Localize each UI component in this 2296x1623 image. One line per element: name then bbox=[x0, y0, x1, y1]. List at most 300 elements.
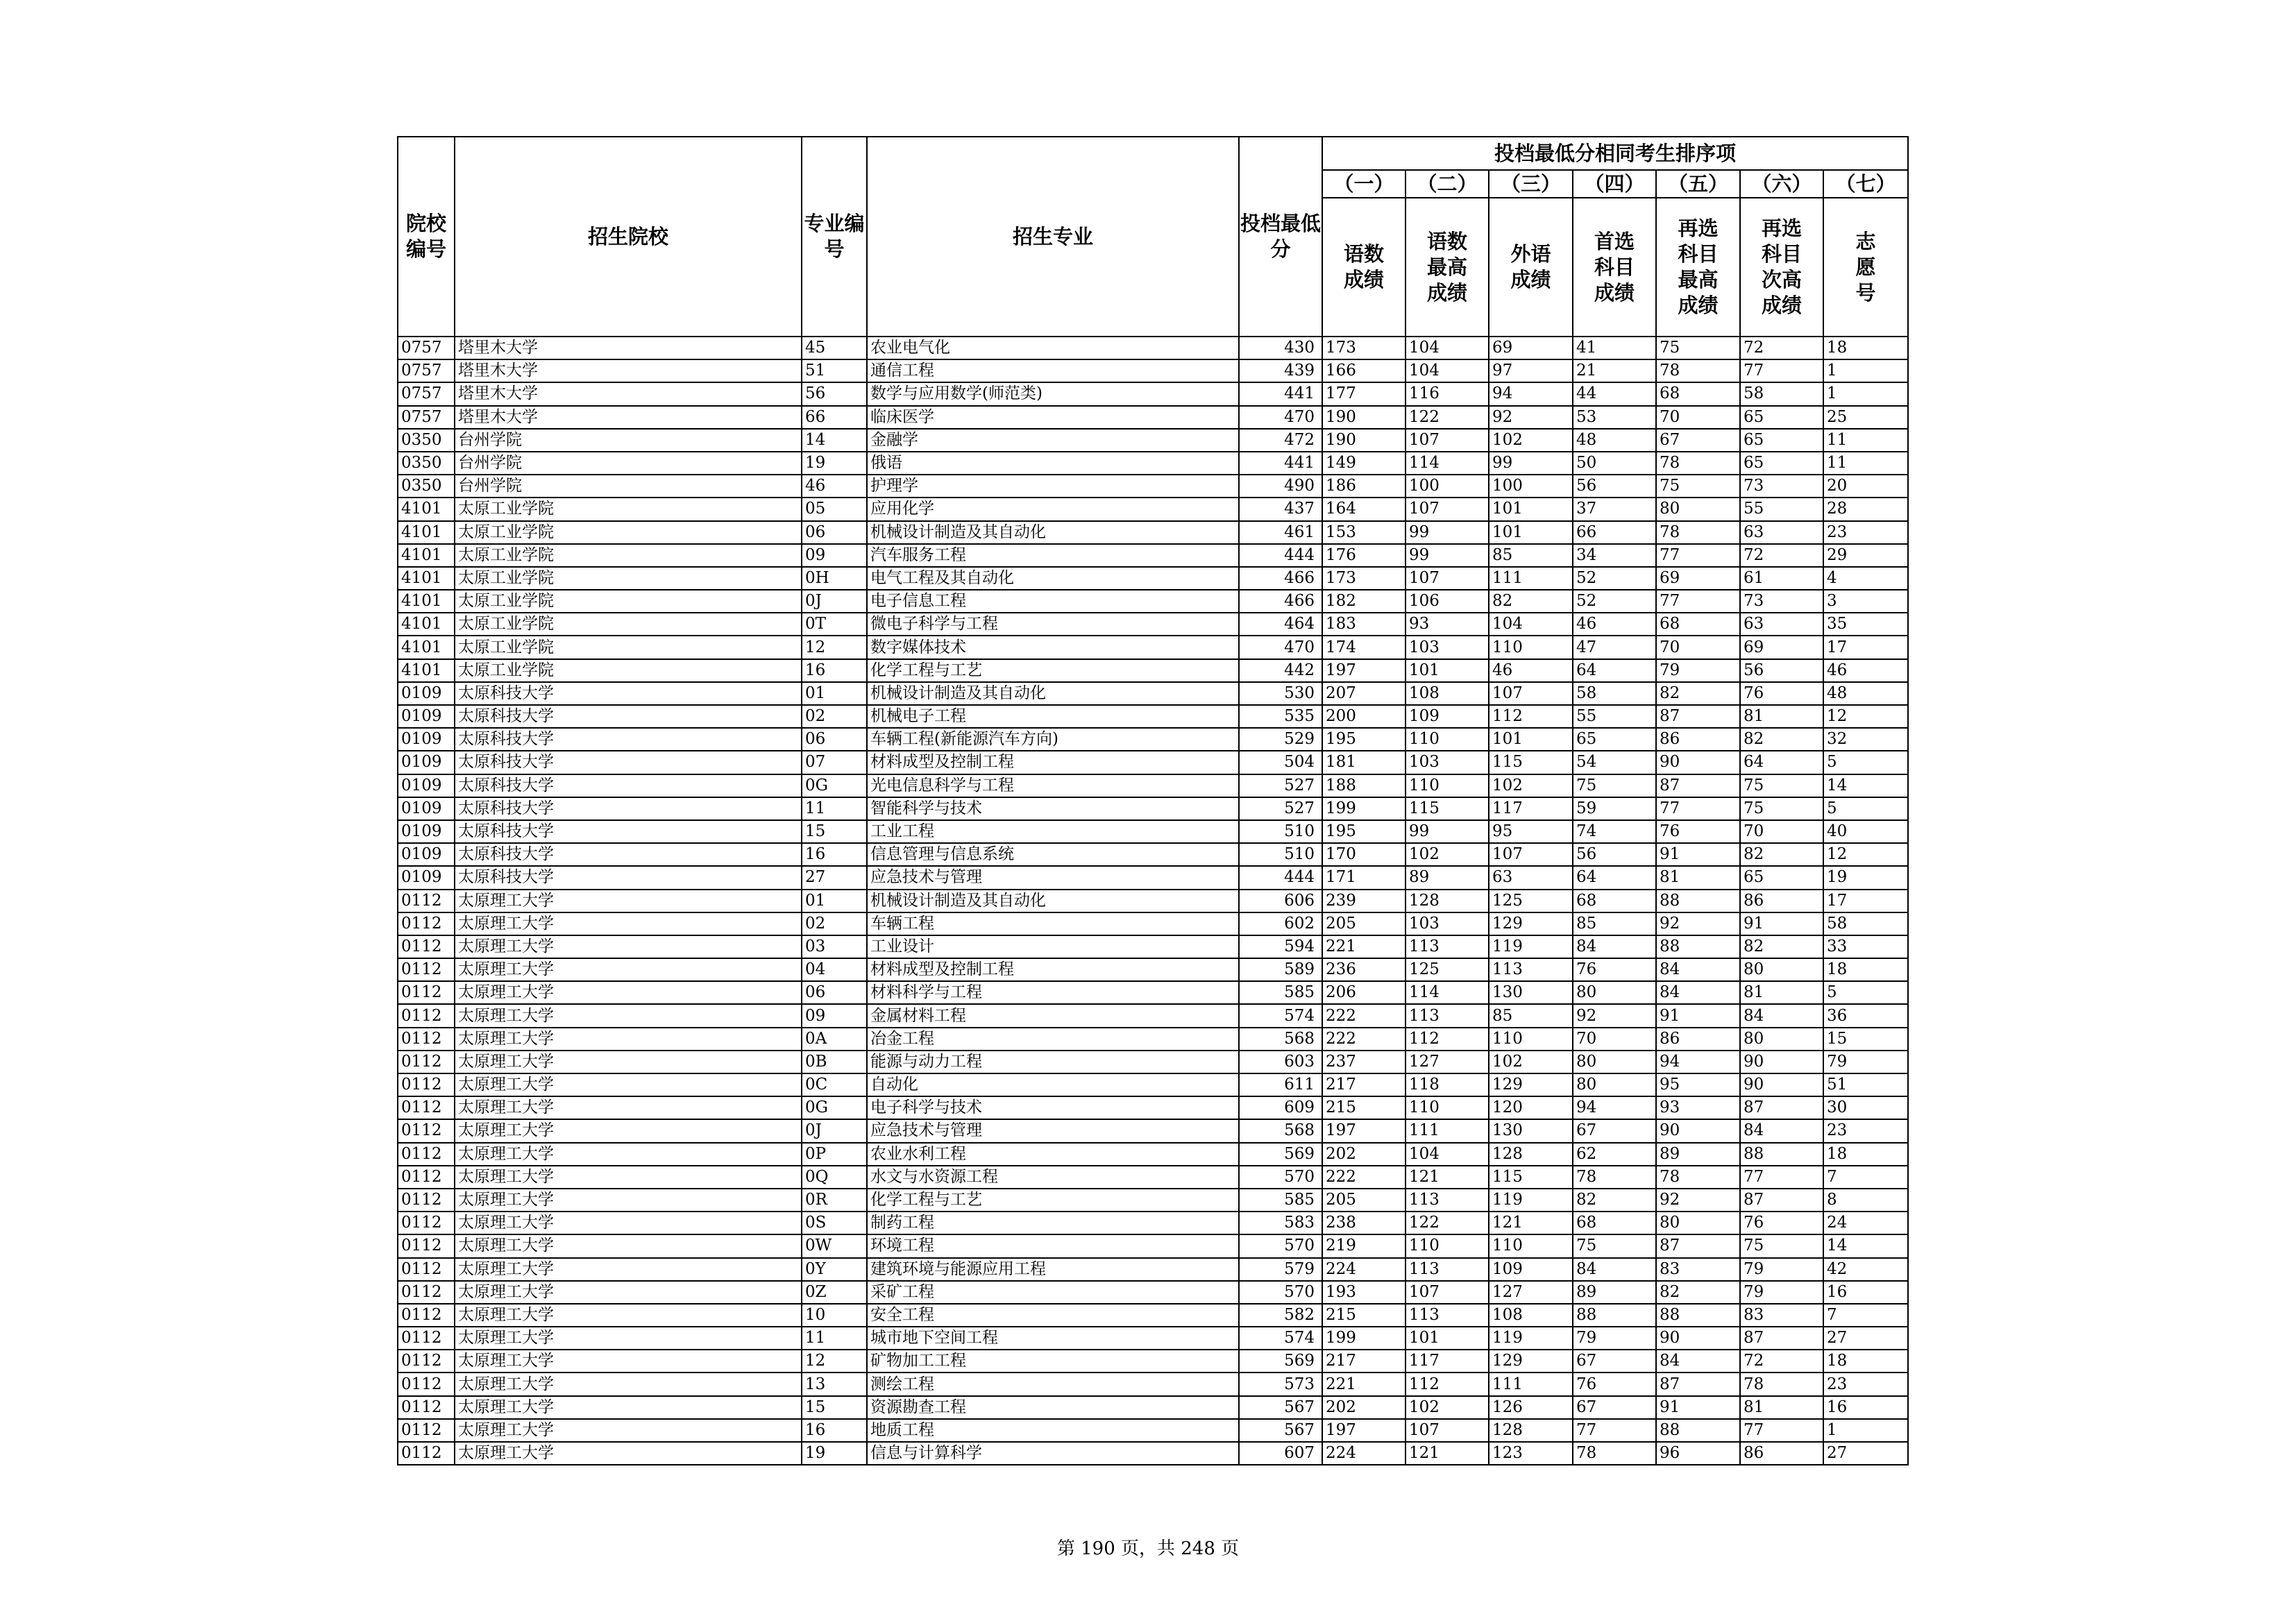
school-name-cell: 太原科技大学 bbox=[455, 820, 802, 843]
table-row bbox=[398, 820, 1908, 843]
score-6-cell: 73 bbox=[1740, 590, 1823, 613]
score-4-cell: 76 bbox=[1573, 958, 1656, 981]
score-7-cell: 15 bbox=[1823, 1028, 1908, 1051]
score-4-cell: 67 bbox=[1573, 1396, 1656, 1419]
major-code-cell: 0W bbox=[802, 1234, 867, 1257]
major-name-cell: 应急技术与管理 bbox=[867, 866, 1239, 889]
score-2-cell: 125 bbox=[1406, 958, 1489, 981]
school-code-cell: 0112 bbox=[398, 1119, 455, 1142]
score-5-cell: 90 bbox=[1656, 751, 1740, 774]
major-name-cell: 数学与应用数学(师范类) bbox=[867, 382, 1239, 405]
table-row bbox=[398, 912, 1908, 935]
table-row bbox=[398, 774, 1908, 797]
major-code-cell: 15 bbox=[802, 820, 867, 843]
score-3-cell: 82 bbox=[1489, 590, 1573, 613]
score-3-cell: 102 bbox=[1489, 429, 1573, 452]
major-name-cell: 建筑环境与能源应用工程 bbox=[867, 1258, 1239, 1281]
score-1-cell: 188 bbox=[1322, 774, 1406, 797]
score-7-cell: 32 bbox=[1823, 728, 1908, 751]
score-6-cell: 65 bbox=[1740, 452, 1823, 475]
school-name-cell: 太原理工大学 bbox=[455, 1281, 802, 1304]
score-2-cell: 110 bbox=[1406, 1096, 1489, 1119]
score-4-cell: 84 bbox=[1573, 1258, 1656, 1281]
score-2-cell: 127 bbox=[1406, 1051, 1489, 1073]
score-4-cell: 79 bbox=[1573, 1327, 1656, 1350]
major-name-cell: 工业工程 bbox=[867, 820, 1239, 843]
school-code-cell: 0757 bbox=[398, 382, 455, 405]
score-6-cell: 72 bbox=[1740, 544, 1823, 567]
header-sub-label: 外语成绩 bbox=[1489, 198, 1573, 337]
major-name-cell: 工业设计 bbox=[867, 935, 1239, 958]
score-7-cell: 24 bbox=[1823, 1212, 1908, 1234]
score-4-cell: 50 bbox=[1573, 452, 1656, 475]
school-name-cell: 太原理工大学 bbox=[455, 1212, 802, 1234]
school-name-cell: 太原理工大学 bbox=[455, 1258, 802, 1281]
school-code-cell: 4101 bbox=[398, 498, 455, 520]
score-3-cell: 119 bbox=[1489, 1189, 1573, 1212]
major-name-cell: 俄语 bbox=[867, 452, 1239, 475]
score-1-cell: 215 bbox=[1322, 1096, 1406, 1119]
major-code-cell: 0Q bbox=[802, 1166, 867, 1189]
major-name-cell: 信息管理与信息系统 bbox=[867, 843, 1239, 866]
min-score-cell: 527 bbox=[1239, 774, 1322, 797]
school-name-cell: 太原理工大学 bbox=[455, 1419, 802, 1442]
score-4-cell: 21 bbox=[1573, 359, 1656, 382]
min-score-cell: 441 bbox=[1239, 382, 1322, 405]
score-1-cell: 149 bbox=[1322, 452, 1406, 475]
score-3-cell: 113 bbox=[1489, 958, 1573, 981]
score-3-cell: 101 bbox=[1489, 498, 1573, 520]
score-6-cell: 81 bbox=[1740, 1396, 1823, 1419]
score-5-cell: 88 bbox=[1656, 1304, 1740, 1327]
score-6-cell: 70 bbox=[1740, 820, 1823, 843]
score-5-cell: 79 bbox=[1656, 659, 1740, 682]
score-2-cell: 114 bbox=[1406, 981, 1489, 1004]
score-1-cell: 199 bbox=[1322, 797, 1406, 820]
score-2-cell: 103 bbox=[1406, 636, 1489, 658]
score-7-cell: 11 bbox=[1823, 452, 1908, 475]
score-3-cell: 115 bbox=[1489, 1166, 1573, 1189]
score-2-cell: 93 bbox=[1406, 613, 1489, 636]
score-2-cell: 102 bbox=[1406, 1396, 1489, 1419]
table-row bbox=[398, 406, 1908, 429]
school-code-cell: 4101 bbox=[398, 613, 455, 636]
major-name-cell: 信息与计算科学 bbox=[867, 1442, 1239, 1465]
score-7-cell: 27 bbox=[1823, 1442, 1908, 1465]
score-2-cell: 100 bbox=[1406, 475, 1489, 498]
score-7-cell: 17 bbox=[1823, 636, 1908, 658]
major-name-cell: 微电子科学与工程 bbox=[867, 613, 1239, 636]
major-name-cell: 光电信息科学与工程 bbox=[867, 774, 1239, 797]
score-7-cell: 25 bbox=[1823, 406, 1908, 429]
score-3-cell: 115 bbox=[1489, 751, 1573, 774]
min-score-cell: 504 bbox=[1239, 751, 1322, 774]
min-score-cell: 568 bbox=[1239, 1119, 1322, 1142]
school-code-cell: 0350 bbox=[398, 475, 455, 498]
table-row bbox=[398, 1350, 1908, 1373]
score-2-cell: 110 bbox=[1406, 728, 1489, 751]
min-score-cell: 530 bbox=[1239, 682, 1322, 705]
score-4-cell: 68 bbox=[1573, 1212, 1656, 1234]
score-7-cell: 7 bbox=[1823, 1304, 1908, 1327]
school-code-cell: 0350 bbox=[398, 429, 455, 452]
school-code-cell: 4101 bbox=[398, 544, 455, 567]
score-7-cell: 16 bbox=[1823, 1281, 1908, 1304]
table-row bbox=[398, 797, 1908, 820]
score-7-cell: 36 bbox=[1823, 1004, 1908, 1027]
min-score-cell: 472 bbox=[1239, 429, 1322, 452]
score-5-cell: 69 bbox=[1656, 567, 1740, 590]
score-7-cell: 19 bbox=[1823, 866, 1908, 889]
table-row bbox=[398, 1442, 1908, 1465]
major-name-cell: 汽车服务工程 bbox=[867, 544, 1239, 567]
school-code-cell: 0112 bbox=[398, 981, 455, 1004]
score-5-cell: 96 bbox=[1656, 1442, 1740, 1465]
score-5-cell: 92 bbox=[1656, 1189, 1740, 1212]
score-2-cell: 104 bbox=[1406, 359, 1489, 382]
score-5-cell: 78 bbox=[1656, 359, 1740, 382]
score-6-cell: 65 bbox=[1740, 406, 1823, 429]
score-3-cell: 102 bbox=[1489, 1051, 1573, 1073]
header-school: 招生院校 bbox=[455, 137, 802, 337]
school-code-cell: 0757 bbox=[398, 337, 455, 359]
score-7-cell: 18 bbox=[1823, 337, 1908, 359]
school-code-cell: 0109 bbox=[398, 797, 455, 820]
score-3-cell: 107 bbox=[1489, 843, 1573, 866]
header-school-code: 院校编号 bbox=[398, 137, 455, 337]
score-5-cell: 91 bbox=[1656, 1004, 1740, 1027]
score-5-cell: 82 bbox=[1656, 682, 1740, 705]
score-3-cell: 95 bbox=[1489, 820, 1573, 843]
major-name-cell: 材料成型及控制工程 bbox=[867, 958, 1239, 981]
score-5-cell: 84 bbox=[1656, 1350, 1740, 1373]
score-1-cell: 219 bbox=[1322, 1234, 1406, 1257]
score-4-cell: 89 bbox=[1573, 1281, 1656, 1304]
school-name-cell: 太原理工大学 bbox=[455, 912, 802, 935]
school-name-cell: 太原理工大学 bbox=[455, 1051, 802, 1073]
major-name-cell: 临床医学 bbox=[867, 406, 1239, 429]
table-row bbox=[398, 1028, 1908, 1051]
school-code-cell: 4101 bbox=[398, 521, 455, 544]
score-4-cell: 80 bbox=[1573, 981, 1656, 1004]
score-4-cell: 76 bbox=[1573, 1373, 1656, 1395]
school-code-cell: 0757 bbox=[398, 359, 455, 382]
major-name-cell: 能源与动力工程 bbox=[867, 1051, 1239, 1073]
score-7-cell: 12 bbox=[1823, 705, 1908, 728]
score-4-cell: 94 bbox=[1573, 1096, 1656, 1119]
table-row bbox=[398, 1096, 1908, 1119]
score-1-cell: 190 bbox=[1322, 406, 1406, 429]
score-6-cell: 81 bbox=[1740, 705, 1823, 728]
school-name-cell: 太原理工大学 bbox=[455, 1004, 802, 1027]
school-code-cell: 0112 bbox=[398, 1327, 455, 1350]
score-7-cell: 14 bbox=[1823, 774, 1908, 797]
score-7-cell: 46 bbox=[1823, 659, 1908, 682]
min-score-cell: 570 bbox=[1239, 1234, 1322, 1257]
score-5-cell: 83 bbox=[1656, 1258, 1740, 1281]
score-4-cell: 62 bbox=[1573, 1143, 1656, 1166]
score-1-cell: 224 bbox=[1322, 1258, 1406, 1281]
score-6-cell: 87 bbox=[1740, 1327, 1823, 1350]
score-6-cell: 58 bbox=[1740, 382, 1823, 405]
school-name-cell: 台州学院 bbox=[455, 475, 802, 498]
major-name-cell: 测绘工程 bbox=[867, 1373, 1239, 1395]
score-1-cell: 197 bbox=[1322, 1119, 1406, 1142]
score-3-cell: 111 bbox=[1489, 567, 1573, 590]
score-7-cell: 12 bbox=[1823, 843, 1908, 866]
score-4-cell: 78 bbox=[1573, 1166, 1656, 1189]
min-score-cell: 583 bbox=[1239, 1212, 1322, 1234]
score-5-cell: 90 bbox=[1656, 1119, 1740, 1142]
score-3-cell: 100 bbox=[1489, 475, 1573, 498]
score-2-cell: 121 bbox=[1406, 1442, 1489, 1465]
score-6-cell: 77 bbox=[1740, 1166, 1823, 1189]
score-4-cell: 37 bbox=[1573, 498, 1656, 520]
school-name-cell: 太原工业学院 bbox=[455, 613, 802, 636]
score-4-cell: 67 bbox=[1573, 1350, 1656, 1373]
min-score-cell: 589 bbox=[1239, 958, 1322, 981]
school-name-cell: 太原理工大学 bbox=[455, 1327, 802, 1350]
major-code-cell: 09 bbox=[802, 1004, 867, 1027]
score-7-cell: 5 bbox=[1823, 797, 1908, 820]
score-3-cell: 130 bbox=[1489, 981, 1573, 1004]
score-2-cell: 113 bbox=[1406, 1258, 1489, 1281]
score-1-cell: 202 bbox=[1322, 1396, 1406, 1419]
school-name-cell: 太原理工大学 bbox=[455, 1166, 802, 1189]
score-6-cell: 81 bbox=[1740, 981, 1823, 1004]
score-4-cell: 59 bbox=[1573, 797, 1656, 820]
score-5-cell: 77 bbox=[1656, 797, 1740, 820]
score-5-cell: 78 bbox=[1656, 521, 1740, 544]
school-code-cell: 0112 bbox=[398, 1350, 455, 1373]
header-sub-label: 志愿号 bbox=[1823, 198, 1908, 337]
min-score-cell: 510 bbox=[1239, 820, 1322, 843]
score-6-cell: 75 bbox=[1740, 797, 1823, 820]
score-5-cell: 91 bbox=[1656, 1396, 1740, 1419]
major-name-cell: 材料成型及控制工程 bbox=[867, 751, 1239, 774]
major-name-cell: 自动化 bbox=[867, 1073, 1239, 1096]
school-name-cell: 太原理工大学 bbox=[455, 890, 802, 912]
score-2-cell: 122 bbox=[1406, 406, 1489, 429]
major-name-cell: 农业电气化 bbox=[867, 337, 1239, 359]
score-6-cell: 78 bbox=[1740, 1373, 1823, 1395]
school-name-cell: 太原理工大学 bbox=[455, 935, 802, 958]
score-1-cell: 177 bbox=[1322, 382, 1406, 405]
header-sub-label: 再选科目次高成绩 bbox=[1740, 198, 1823, 337]
min-score-cell: 430 bbox=[1239, 337, 1322, 359]
score-1-cell: 153 bbox=[1322, 521, 1406, 544]
score-3-cell: 104 bbox=[1489, 613, 1573, 636]
school-code-cell: 4101 bbox=[398, 590, 455, 613]
score-2-cell: 102 bbox=[1406, 843, 1489, 866]
min-score-cell: 527 bbox=[1239, 797, 1322, 820]
min-score-cell: 570 bbox=[1239, 1281, 1322, 1304]
table-row bbox=[398, 659, 1908, 682]
min-score-cell: 510 bbox=[1239, 843, 1322, 866]
score-5-cell: 75 bbox=[1656, 475, 1740, 498]
major-code-cell: 0G bbox=[802, 1096, 867, 1119]
school-name-cell: 太原理工大学 bbox=[455, 1189, 802, 1212]
score-2-cell: 112 bbox=[1406, 1028, 1489, 1051]
score-6-cell: 79 bbox=[1740, 1258, 1823, 1281]
major-code-cell: 0C bbox=[802, 1073, 867, 1096]
table-row bbox=[398, 728, 1908, 751]
score-1-cell: 166 bbox=[1322, 359, 1406, 382]
score-3-cell: 110 bbox=[1489, 1234, 1573, 1257]
score-2-cell: 101 bbox=[1406, 659, 1489, 682]
score-1-cell: 207 bbox=[1322, 682, 1406, 705]
score-6-cell: 77 bbox=[1740, 1419, 1823, 1442]
major-name-cell: 应用化学 bbox=[867, 498, 1239, 520]
school-code-cell: 4101 bbox=[398, 636, 455, 658]
score-4-cell: 88 bbox=[1573, 1304, 1656, 1327]
score-6-cell: 69 bbox=[1740, 636, 1823, 658]
school-name-cell: 太原理工大学 bbox=[455, 1028, 802, 1051]
score-5-cell: 77 bbox=[1656, 590, 1740, 613]
major-code-cell: 16 bbox=[802, 1419, 867, 1442]
table-row bbox=[398, 751, 1908, 774]
score-5-cell: 87 bbox=[1656, 1234, 1740, 1257]
score-3-cell: 128 bbox=[1489, 1143, 1573, 1166]
score-1-cell: 173 bbox=[1322, 337, 1406, 359]
min-score-cell: 535 bbox=[1239, 705, 1322, 728]
school-name-cell: 太原工业学院 bbox=[455, 636, 802, 658]
school-code-cell: 0112 bbox=[398, 1051, 455, 1073]
score-1-cell: 197 bbox=[1322, 1419, 1406, 1442]
major-code-cell: 15 bbox=[802, 1396, 867, 1419]
score-6-cell: 56 bbox=[1740, 659, 1823, 682]
score-7-cell: 27 bbox=[1823, 1327, 1908, 1350]
min-score-cell: 466 bbox=[1239, 590, 1322, 613]
score-5-cell: 87 bbox=[1656, 774, 1740, 797]
table-body bbox=[398, 337, 1908, 1465]
major-code-cell: 10 bbox=[802, 1304, 867, 1327]
table-row bbox=[398, 1004, 1908, 1027]
school-code-cell: 0109 bbox=[398, 705, 455, 728]
min-score-cell: 569 bbox=[1239, 1143, 1322, 1166]
score-2-cell: 107 bbox=[1406, 567, 1489, 590]
score-6-cell: 73 bbox=[1740, 475, 1823, 498]
major-code-cell: 06 bbox=[802, 728, 867, 751]
page-footer: 第 190 页，共 248 页 bbox=[1056, 1538, 1240, 1559]
score-4-cell: 75 bbox=[1573, 1234, 1656, 1257]
major-code-cell: 19 bbox=[802, 452, 867, 475]
score-2-cell: 103 bbox=[1406, 751, 1489, 774]
score-5-cell: 77 bbox=[1656, 544, 1740, 567]
header-sub-number: （一） bbox=[1322, 170, 1406, 198]
score-5-cell: 88 bbox=[1656, 1419, 1740, 1442]
score-3-cell: 92 bbox=[1489, 406, 1573, 429]
school-name-cell: 太原理工大学 bbox=[455, 1304, 802, 1327]
school-code-cell: 0112 bbox=[398, 1073, 455, 1096]
score-3-cell: 119 bbox=[1489, 1327, 1573, 1350]
major-code-cell: 12 bbox=[802, 1350, 867, 1373]
min-score-cell: 569 bbox=[1239, 1350, 1322, 1373]
score-5-cell: 78 bbox=[1656, 1166, 1740, 1189]
school-code-cell: 0112 bbox=[398, 890, 455, 912]
school-name-cell: 太原理工大学 bbox=[455, 1396, 802, 1419]
score-3-cell: 120 bbox=[1489, 1096, 1573, 1119]
header-sub-number: （三） bbox=[1489, 170, 1573, 198]
score-3-cell: 102 bbox=[1489, 774, 1573, 797]
score-3-cell: 123 bbox=[1489, 1442, 1573, 1465]
score-1-cell: 195 bbox=[1322, 820, 1406, 843]
score-4-cell: 84 bbox=[1573, 935, 1656, 958]
score-2-cell: 115 bbox=[1406, 797, 1489, 820]
score-6-cell: 63 bbox=[1740, 521, 1823, 544]
score-5-cell: 91 bbox=[1656, 843, 1740, 866]
table-row bbox=[398, 359, 1908, 382]
min-score-cell: 585 bbox=[1239, 981, 1322, 1004]
score-6-cell: 64 bbox=[1740, 751, 1823, 774]
score-1-cell: 236 bbox=[1322, 958, 1406, 981]
school-name-cell: 太原科技大学 bbox=[455, 774, 802, 797]
score-2-cell: 113 bbox=[1406, 1004, 1489, 1027]
major-code-cell: 16 bbox=[802, 659, 867, 682]
score-3-cell: 129 bbox=[1489, 912, 1573, 935]
score-3-cell: 129 bbox=[1489, 1073, 1573, 1096]
score-2-cell: 122 bbox=[1406, 1212, 1489, 1234]
table-row bbox=[398, 1189, 1908, 1212]
score-5-cell: 88 bbox=[1656, 890, 1740, 912]
school-name-cell: 塔里木大学 bbox=[455, 382, 802, 405]
school-name-cell: 太原工业学院 bbox=[455, 498, 802, 520]
score-6-cell: 91 bbox=[1740, 912, 1823, 935]
score-3-cell: 101 bbox=[1489, 728, 1573, 751]
score-1-cell: 193 bbox=[1322, 1281, 1406, 1304]
school-code-cell: 0112 bbox=[398, 1189, 455, 1212]
min-score-cell: 574 bbox=[1239, 1004, 1322, 1027]
school-code-cell: 0112 bbox=[398, 912, 455, 935]
major-code-cell: 0B bbox=[802, 1051, 867, 1073]
school-name-cell: 太原理工大学 bbox=[455, 1350, 802, 1373]
school-name-cell: 太原理工大学 bbox=[455, 1373, 802, 1395]
score-7-cell: 23 bbox=[1823, 1119, 1908, 1142]
major-name-cell: 环境工程 bbox=[867, 1234, 1239, 1257]
score-5-cell: 70 bbox=[1656, 636, 1740, 658]
score-3-cell: 117 bbox=[1489, 797, 1573, 820]
table-row bbox=[398, 1166, 1908, 1189]
major-code-cell: 01 bbox=[802, 890, 867, 912]
score-5-cell: 84 bbox=[1656, 958, 1740, 981]
score-2-cell: 107 bbox=[1406, 429, 1489, 452]
header-sub-number: （六） bbox=[1740, 170, 1823, 198]
table-row bbox=[398, 843, 1908, 866]
min-score-cell: 466 bbox=[1239, 567, 1322, 590]
score-7-cell: 18 bbox=[1823, 958, 1908, 981]
score-6-cell: 63 bbox=[1740, 613, 1823, 636]
school-code-cell: 0112 bbox=[398, 1004, 455, 1027]
score-3-cell: 111 bbox=[1489, 1373, 1573, 1395]
major-code-cell: 0P bbox=[802, 1143, 867, 1166]
table-header bbox=[398, 137, 1908, 337]
table-row bbox=[398, 890, 1908, 912]
score-1-cell: 202 bbox=[1322, 1143, 1406, 1166]
major-name-cell: 化学工程与工艺 bbox=[867, 659, 1239, 682]
score-5-cell: 82 bbox=[1656, 1281, 1740, 1304]
score-7-cell: 58 bbox=[1823, 912, 1908, 935]
score-6-cell: 75 bbox=[1740, 1234, 1823, 1257]
min-score-cell: 582 bbox=[1239, 1304, 1322, 1327]
score-7-cell: 17 bbox=[1823, 890, 1908, 912]
score-7-cell: 11 bbox=[1823, 429, 1908, 452]
major-code-cell: 56 bbox=[802, 382, 867, 405]
major-code-cell: 14 bbox=[802, 429, 867, 452]
table-row bbox=[398, 1373, 1908, 1395]
score-4-cell: 70 bbox=[1573, 1028, 1656, 1051]
score-2-cell: 117 bbox=[1406, 1350, 1489, 1373]
major-code-cell: 12 bbox=[802, 636, 867, 658]
